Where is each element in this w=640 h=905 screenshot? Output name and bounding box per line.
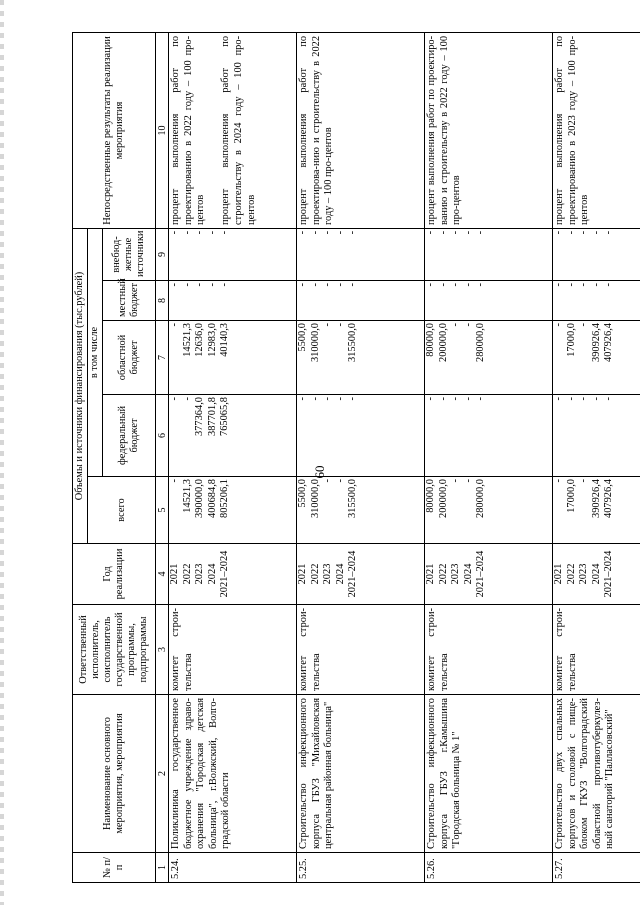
year-value: 2021 xyxy=(425,563,436,585)
row-number: 5.24. xyxy=(169,853,297,883)
regional-value: 390926,4 xyxy=(590,323,602,362)
federal-value: - xyxy=(462,397,474,401)
result-cell xyxy=(297,32,425,228)
federal-column xyxy=(297,395,425,477)
total-value: - xyxy=(334,479,346,483)
year-list xyxy=(425,544,553,605)
regional-value: 315500,0 xyxy=(347,323,359,362)
year-value: 2023 xyxy=(450,563,462,585)
local-value: - xyxy=(565,283,577,287)
total-column xyxy=(553,477,640,544)
federal-value: - xyxy=(309,397,321,401)
extra-value: - xyxy=(425,230,436,235)
year-value: 2021 xyxy=(553,563,564,585)
result-cell xyxy=(425,32,553,228)
extra-value: - xyxy=(590,230,602,235)
extra-column xyxy=(169,228,297,280)
federal-value: - xyxy=(322,397,334,401)
year-list xyxy=(553,544,640,605)
local-value: - xyxy=(437,283,449,287)
year-value: 2022 xyxy=(565,563,577,585)
federal-column xyxy=(425,395,553,477)
table-row xyxy=(425,32,553,882)
extra-column xyxy=(425,228,553,280)
result-text: процент выполнения работ по проектированию в 2023 году – 100 про-центов xyxy=(554,35,591,225)
colnum: 1 xyxy=(156,853,169,883)
regional-value: - xyxy=(462,323,474,327)
year-value: 2024 xyxy=(206,563,218,585)
extra-value: - xyxy=(462,230,474,235)
local-value: - xyxy=(590,283,602,287)
extra-value: - xyxy=(334,230,346,235)
extra-value: - xyxy=(475,230,487,235)
total-value: - xyxy=(462,479,474,483)
header-local: местный бюджет xyxy=(103,281,156,321)
federal-value: - xyxy=(578,397,590,401)
local-value: - xyxy=(181,283,193,287)
regional-value: - xyxy=(553,323,564,327)
extra-value: - xyxy=(437,230,449,235)
year-value: 2021–2024 xyxy=(347,550,359,598)
event-name: Строительство двух спальных корпусов и столовой с пище-блоком ГКУЗ "Волгоградский областной противотуберкулез-ный санаторий "Палласовский" xyxy=(553,695,640,853)
regional-value: 17000,0 xyxy=(565,323,577,357)
local-column xyxy=(425,281,553,321)
responsible-executor: комитет строи-тельства xyxy=(553,605,640,695)
year-value: 2024 xyxy=(590,563,602,585)
table-row xyxy=(297,32,425,882)
colnum: 7 xyxy=(156,321,169,395)
federal-value: - xyxy=(169,397,180,401)
colnum: 3 xyxy=(156,605,169,695)
year-value: 2024 xyxy=(334,563,346,585)
regional-value: - xyxy=(334,323,346,327)
federal-value: 765065,8 xyxy=(219,397,231,436)
extra-value: - xyxy=(206,230,218,235)
federal-value: - xyxy=(181,397,193,401)
responsible-executor: комитет строи-тельства xyxy=(425,605,553,695)
federal-value: - xyxy=(450,397,462,401)
extra-value: - xyxy=(578,230,590,235)
local-column xyxy=(553,281,640,321)
header-result: Непосредственные результаты реализации мероприятия xyxy=(73,32,156,228)
federal-value: 387701,8 xyxy=(206,397,218,436)
total-value: 390926,4 xyxy=(590,479,602,518)
regional-column xyxy=(553,321,640,395)
colnum: 4 xyxy=(156,544,169,605)
year-value: 2021 xyxy=(297,563,308,585)
extra-value: - xyxy=(347,230,359,235)
federal-value: - xyxy=(297,397,308,401)
event-name: Поликлиника государственное бюджетное учреждение здраво-охранения "Городская детская больница", г.Волжский, Волго-градской области xyxy=(169,695,297,853)
page-number: 60 xyxy=(312,465,327,479)
total-value: 407926,4 xyxy=(603,479,615,518)
federal-value: - xyxy=(553,397,564,401)
colnum: 5 xyxy=(156,477,169,544)
total-value: 310000,0 xyxy=(309,479,321,518)
header-year: Год реализации xyxy=(73,544,156,605)
local-value: - xyxy=(219,283,231,287)
responsible-executor: комитет строи-тельства xyxy=(297,605,425,695)
federal-value: - xyxy=(603,397,615,401)
row-number: 5.26. xyxy=(425,853,553,883)
total-value: 17000,0 xyxy=(565,479,577,513)
federal-value: - xyxy=(347,397,359,401)
local-value: - xyxy=(206,283,218,287)
federal-column xyxy=(553,395,640,477)
local-value: - xyxy=(334,283,346,287)
local-column xyxy=(297,281,425,321)
total-value: - xyxy=(553,479,564,483)
regional-value: 40140,3 xyxy=(219,323,231,357)
scan-margin-mark xyxy=(0,0,4,905)
local-value: - xyxy=(322,283,334,287)
total-value: 280000,0 xyxy=(475,479,487,518)
result-text: процент выполнения работ по проектированию в 2022 году – 100 про-центов xyxy=(170,35,207,225)
local-value: - xyxy=(169,283,180,287)
federal-value: - xyxy=(334,397,346,401)
local-value: - xyxy=(425,283,436,287)
total-column xyxy=(425,477,553,544)
extra-value: - xyxy=(603,230,615,235)
regional-column xyxy=(425,321,553,395)
event-name: Строительство инфекционного корпуса ГБУЗ "Михайловская центральная районная больница" xyxy=(297,695,425,853)
year-value: 2023 xyxy=(322,563,334,585)
column-number-row xyxy=(156,32,169,882)
extra-value: - xyxy=(553,230,564,235)
header-regional: областной бюджет xyxy=(103,321,156,395)
year-value: 2022 xyxy=(309,563,321,585)
colnum: 9 xyxy=(156,228,169,280)
header-responsible: Ответственный исполнитель, соисполнитель государственной программы, подпрограммы xyxy=(73,605,156,695)
year-list xyxy=(297,544,425,605)
regional-value: - xyxy=(578,323,590,327)
federal-column xyxy=(169,395,297,477)
total-value: 805206,1 xyxy=(219,479,231,518)
result-text: процент выполнения работ по проектиро-ванию и строительству в 2022 году – 100 про-центов xyxy=(426,35,463,225)
colnum: 6 xyxy=(156,395,169,477)
year-list xyxy=(169,544,297,605)
header-federal: федеральный бюджет xyxy=(103,395,156,477)
year-value: 2022 xyxy=(437,563,449,585)
total-value: 200000,0 xyxy=(437,479,449,518)
extra-value: - xyxy=(450,230,462,235)
event-name: Строительство инфекционного корпуса ГБУЗ г.Камышина "Городская больница № 1" xyxy=(425,695,553,853)
year-value: 2021–2024 xyxy=(219,550,231,598)
extra-value: - xyxy=(219,230,231,235)
table-row xyxy=(553,32,640,882)
extra-value: - xyxy=(309,230,321,235)
extra-value: - xyxy=(181,230,193,235)
total-value: - xyxy=(322,479,334,483)
year-value: 2023 xyxy=(578,563,590,585)
total-value: - xyxy=(169,479,180,483)
rotated-table-sheet xyxy=(72,33,626,883)
table-body xyxy=(169,32,640,882)
federal-value: - xyxy=(437,397,449,401)
header-incl: в том числе xyxy=(88,228,103,476)
federal-value: - xyxy=(475,397,487,401)
colnum: 10 xyxy=(156,32,169,228)
colnum: 2 xyxy=(156,695,169,853)
local-value: - xyxy=(553,283,564,287)
extra-value: - xyxy=(194,230,206,235)
local-value: - xyxy=(194,283,206,287)
local-value: - xyxy=(603,283,615,287)
regional-value: 14521,3 xyxy=(181,323,193,357)
extra-column xyxy=(553,228,640,280)
regional-value: 407926,4 xyxy=(603,323,615,362)
local-column xyxy=(169,281,297,321)
local-value: - xyxy=(309,283,321,287)
total-value: 400684,8 xyxy=(206,479,218,518)
header-name: Наименование основного мероприятия, мероприятия xyxy=(73,695,156,853)
total-value: 315500,0 xyxy=(347,479,359,518)
responsible-executor: комитет строи-тельства xyxy=(169,605,297,695)
regional-value: 310000,0 xyxy=(309,323,321,362)
total-value: 5500,0 xyxy=(297,479,308,508)
local-value: - xyxy=(297,283,308,287)
year-value: 2021 xyxy=(169,563,180,585)
regional-value: 200000,0 xyxy=(437,323,449,362)
result-cell xyxy=(553,32,640,228)
local-value: - xyxy=(450,283,462,287)
federal-value: 377364,0 xyxy=(194,397,206,436)
total-value: 390000,0 xyxy=(194,479,206,518)
regional-value: - xyxy=(169,323,180,327)
local-value: - xyxy=(475,283,487,287)
header-funding: Объемы и источники финансирования (тыс.рублей) xyxy=(73,228,88,543)
regional-value: 12983,0 xyxy=(206,323,218,357)
total-value: 14521,3 xyxy=(181,479,193,513)
year-value: 2022 xyxy=(181,563,193,585)
federal-value: - xyxy=(565,397,577,401)
local-value: - xyxy=(578,283,590,287)
regional-value: 280000,0 xyxy=(475,323,487,362)
regional-value: - xyxy=(450,323,462,327)
total-value: - xyxy=(450,479,462,483)
extra-value: - xyxy=(297,230,308,235)
regional-value: 80000,0 xyxy=(425,323,436,357)
year-value: 2021–2024 xyxy=(475,550,487,598)
total-value: - xyxy=(578,479,590,483)
regional-value: 5500,0 xyxy=(297,323,308,352)
local-value: - xyxy=(462,283,474,287)
extra-column xyxy=(297,228,425,280)
year-value: 2021–2024 xyxy=(603,550,615,598)
colnum: 8 xyxy=(156,281,169,321)
total-value: 80000,0 xyxy=(425,479,436,513)
table-row xyxy=(169,32,297,882)
year-value: 2024 xyxy=(462,563,474,585)
total-column xyxy=(169,477,297,544)
extra-value: - xyxy=(169,230,180,235)
federal-value: - xyxy=(590,397,602,401)
header-num: № п/п xyxy=(73,853,156,883)
year-value: 2023 xyxy=(194,563,206,585)
total-column xyxy=(297,477,425,544)
row-number: 5.25. xyxy=(297,853,425,883)
extra-value: - xyxy=(565,230,577,235)
header-total: всего xyxy=(88,477,156,544)
result-text: процент выполнения работ по проектирова-нию и строительству в 2022 году – 100 про-центов xyxy=(298,35,335,225)
row-number: 5.27. xyxy=(553,853,640,883)
regional-value: 12636,0 xyxy=(194,323,206,357)
federal-value: - xyxy=(425,397,436,401)
regional-column xyxy=(297,321,425,395)
extra-value: - xyxy=(322,230,334,235)
result-text: процент выполнения работ по строительству в 2024 году – 100 про-центов xyxy=(220,35,257,225)
regional-value: - xyxy=(322,323,334,327)
regional-column xyxy=(169,321,297,395)
header-extra: внебюд-жетные источники xyxy=(103,228,156,280)
result-cell xyxy=(169,32,297,228)
financing-table xyxy=(72,32,640,883)
local-value: - xyxy=(347,283,359,287)
